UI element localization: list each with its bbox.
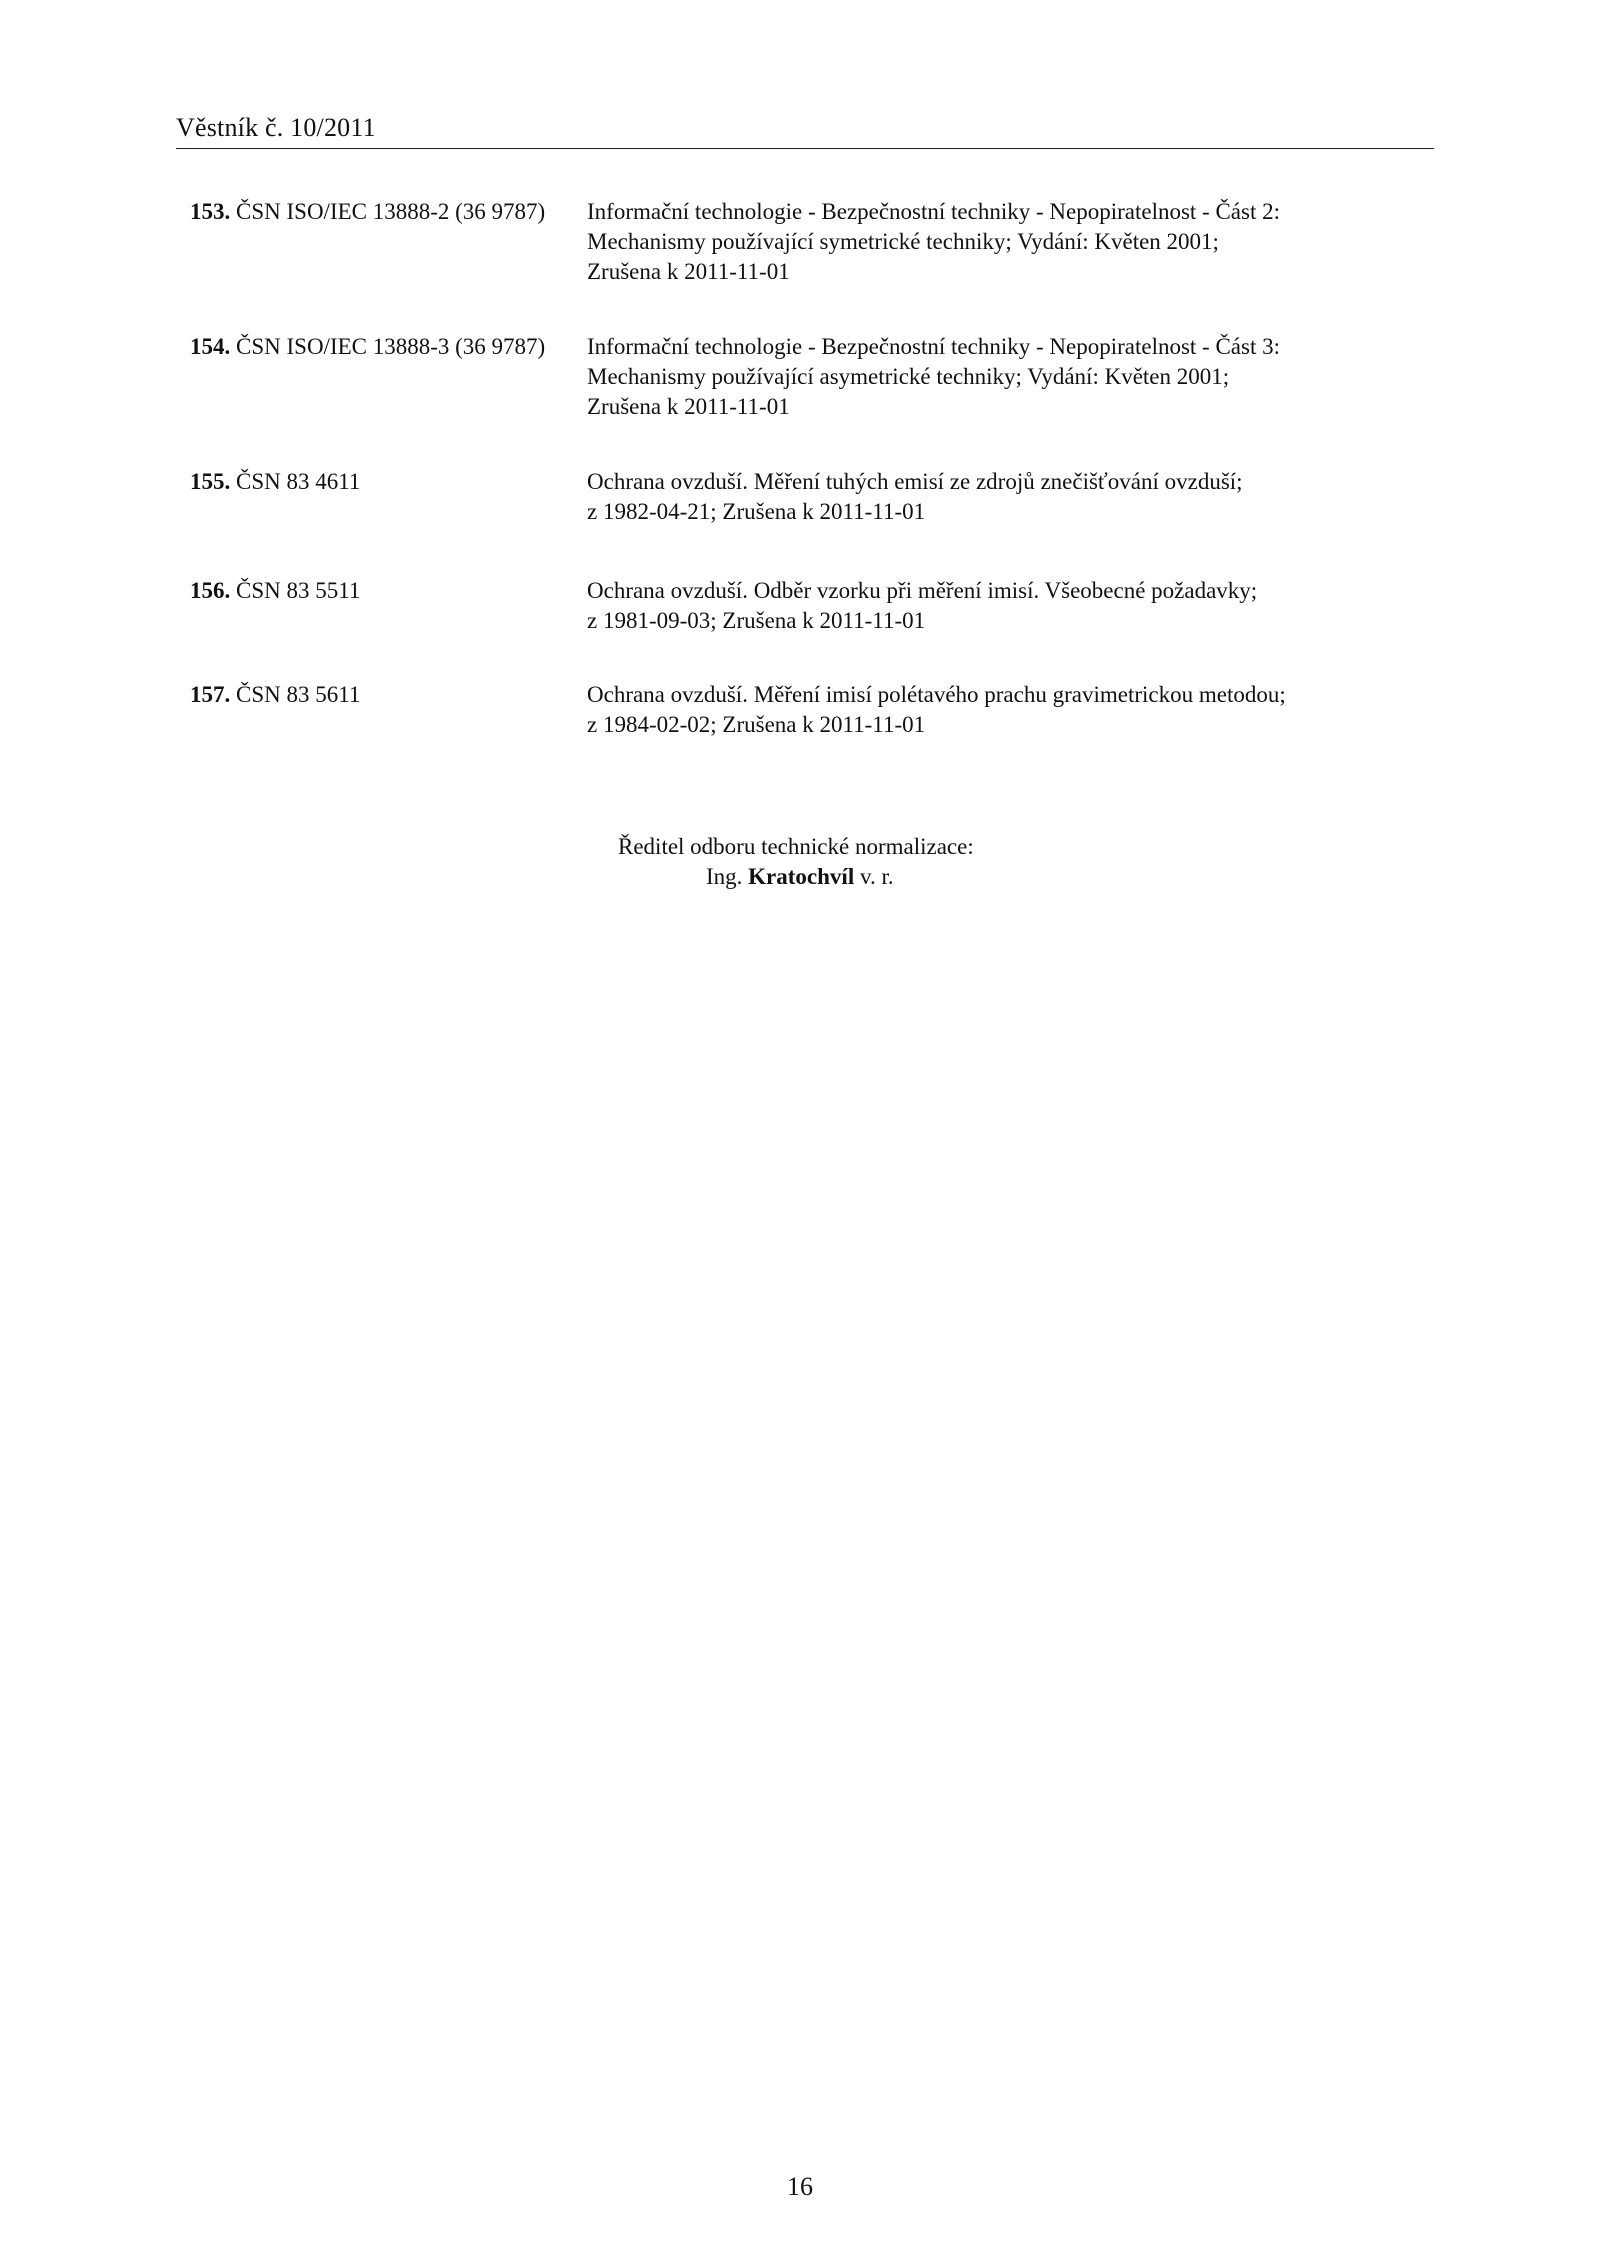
standard-code: ČSN 83 5511 [236, 578, 361, 603]
list-item [190, 680, 1447, 740]
entry-number: 154. [190, 334, 231, 359]
description-line: Informační technologie - Bezpečnostní techniky - Nepopiratelnost - Část 3: [587, 334, 1280, 359]
signatory-title: Ing. [706, 864, 743, 889]
description-line: z 1984-02-02; Zrušena k 2011-11-01 [587, 712, 926, 737]
description-line: Ochrana ovzduší. Měření imisí polétavého prachu gravimetrickou metodou; [587, 682, 1286, 707]
standard-code: ČSN ISO/IEC 13888-2 (36 9787) [236, 199, 546, 224]
list-item [190, 197, 1447, 287]
list-item [190, 332, 1447, 422]
standard-identifier [190, 680, 360, 710]
standard-code: ČSN ISO/IEC 13888-3 (36 9787) [236, 334, 546, 359]
list-item [190, 576, 1447, 636]
standard-identifier [190, 332, 545, 362]
list-item [190, 467, 1447, 527]
standard-description [587, 467, 1447, 527]
description-line: Mechanismy používající asymetrické techniky; Vydání: Květen 2001; [587, 364, 1230, 389]
standard-description [587, 576, 1447, 636]
standard-code: ČSN 83 5611 [236, 682, 361, 707]
standard-description [587, 197, 1447, 287]
description-line: z 1981-09-03; Zrušena k 2011-11-01 [587, 608, 926, 633]
signatory-name: Kratochvíl [748, 864, 855, 889]
description-line: Zrušena k 2011-11-01 [587, 394, 790, 419]
description-line: Ochrana ovzduší. Odběr vzorku při měření imisí. Všeobecné požadavky; [587, 578, 1258, 603]
standard-code: ČSN 83 4611 [236, 469, 361, 494]
entry-number: 156. [190, 578, 231, 603]
standard-identifier [190, 197, 545, 227]
page-header [176, 112, 1434, 149]
entry-number: 153. [190, 199, 231, 224]
description-line: Ochrana ovzduší. Měření tuhých emisí ze zdrojů znečišťování ovzduší; [587, 469, 1243, 494]
signatory-role: Ředitel odboru technické normalizace: [618, 834, 974, 859]
standard-description [587, 680, 1447, 740]
standard-identifier [190, 467, 360, 497]
entry-number: 155. [190, 469, 231, 494]
entry-number: 157. [190, 682, 231, 707]
signature-mark: v. r. [859, 864, 894, 889]
description-line: Zrušena k 2011-11-01 [587, 259, 790, 284]
signatory-name-line [706, 862, 894, 892]
description-line: Mechanismy používající symetrické techniky; Vydání: Květen 2001; [587, 229, 1219, 254]
description-line: z 1982-04-21; Zrušena k 2011-11-01 [587, 499, 926, 524]
standard-description [587, 332, 1447, 422]
page-number: 16 [787, 2172, 813, 2201]
bulletin-title: Věstník č. 10/2011 [176, 113, 376, 142]
description-line: Informační technologie - Bezpečnostní techniky - Nepopiratelnost - Část 2: [587, 199, 1280, 224]
standard-identifier [190, 576, 360, 606]
